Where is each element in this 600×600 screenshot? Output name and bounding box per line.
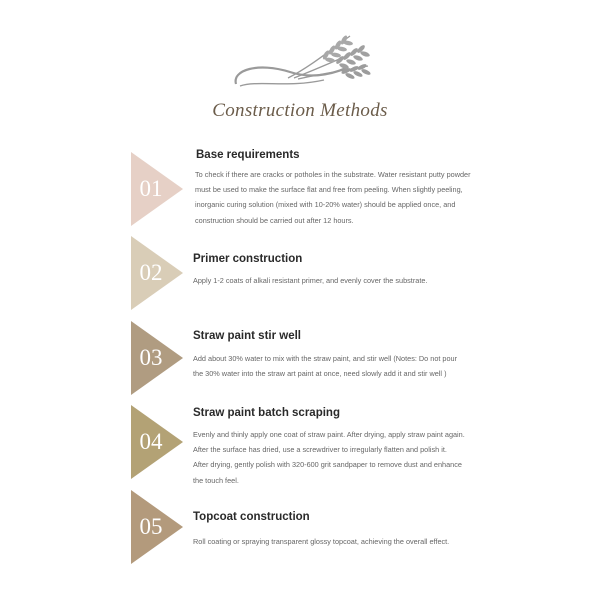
step-number: 01: [139, 176, 163, 201]
step-description-line: Roll coating or spraying transparent glossy topcoat, achieving the overall effect.: [193, 537, 450, 546]
step-description-line: Evenly and thinly apply one coat of straw paint. After drying, apply straw paint again.: [193, 430, 465, 439]
step-number-badge: [131, 236, 183, 310]
step-description-line: the 30% water into the straw art paint at once, need slowly add it and stir well ): [193, 369, 447, 379]
step-number-badge: [131, 152, 183, 226]
step-number: 02: [139, 260, 163, 285]
step-number-badge: [131, 405, 183, 479]
step-description: [193, 534, 513, 549]
step-description-line: construction should be carried out after 12 hours.: [195, 215, 354, 225]
step-title: Primer construction: [193, 253, 303, 265]
step-number: 04: [139, 429, 163, 454]
step-description-line: Add about 30% water to mix with the straw paint, and stir well (Notes: Do not pour: [193, 354, 458, 363]
step-number: 05: [139, 514, 163, 539]
step-number-badge: [131, 490, 183, 564]
step-description-line: the touch feel.: [193, 475, 239, 485]
step-description-line: To check if there are cracks or potholes in the substrate. Water resistant putty powder: [195, 170, 471, 179]
page-title: Construction Methods: [212, 100, 388, 121]
step-description: [193, 427, 513, 488]
step-title: Base requirements: [196, 149, 300, 161]
step-description-line: Apply 1-2 coats of alkali resistant primer, and evenly cover the substrate.: [193, 276, 428, 285]
step-description: [193, 273, 513, 288]
step-description: [193, 351, 513, 381]
step-number-badge: [131, 321, 183, 395]
wheat-swoosh-icon: [228, 28, 378, 98]
step-number: 03: [139, 345, 163, 370]
step-description-line: After the surface has dried, use a screwdriver to irregularly flatten and polish it.: [193, 445, 447, 455]
step-description-line: must be used to make the surface flat and free from peeling. When slightly peeling,: [195, 185, 463, 195]
step-description-line: After drying, gently polish with 320-600 grit sandpaper to remove dust and enhance: [193, 460, 462, 470]
step-description-line: inorganic curing solution (mixed with 10-20% water) should be applied once, and: [195, 200, 456, 210]
step-title: Straw paint batch scraping: [193, 407, 340, 419]
step-title: Topcoat construction: [193, 511, 310, 523]
step-title: Straw paint stir well: [193, 330, 301, 342]
step-description: [195, 167, 515, 228]
